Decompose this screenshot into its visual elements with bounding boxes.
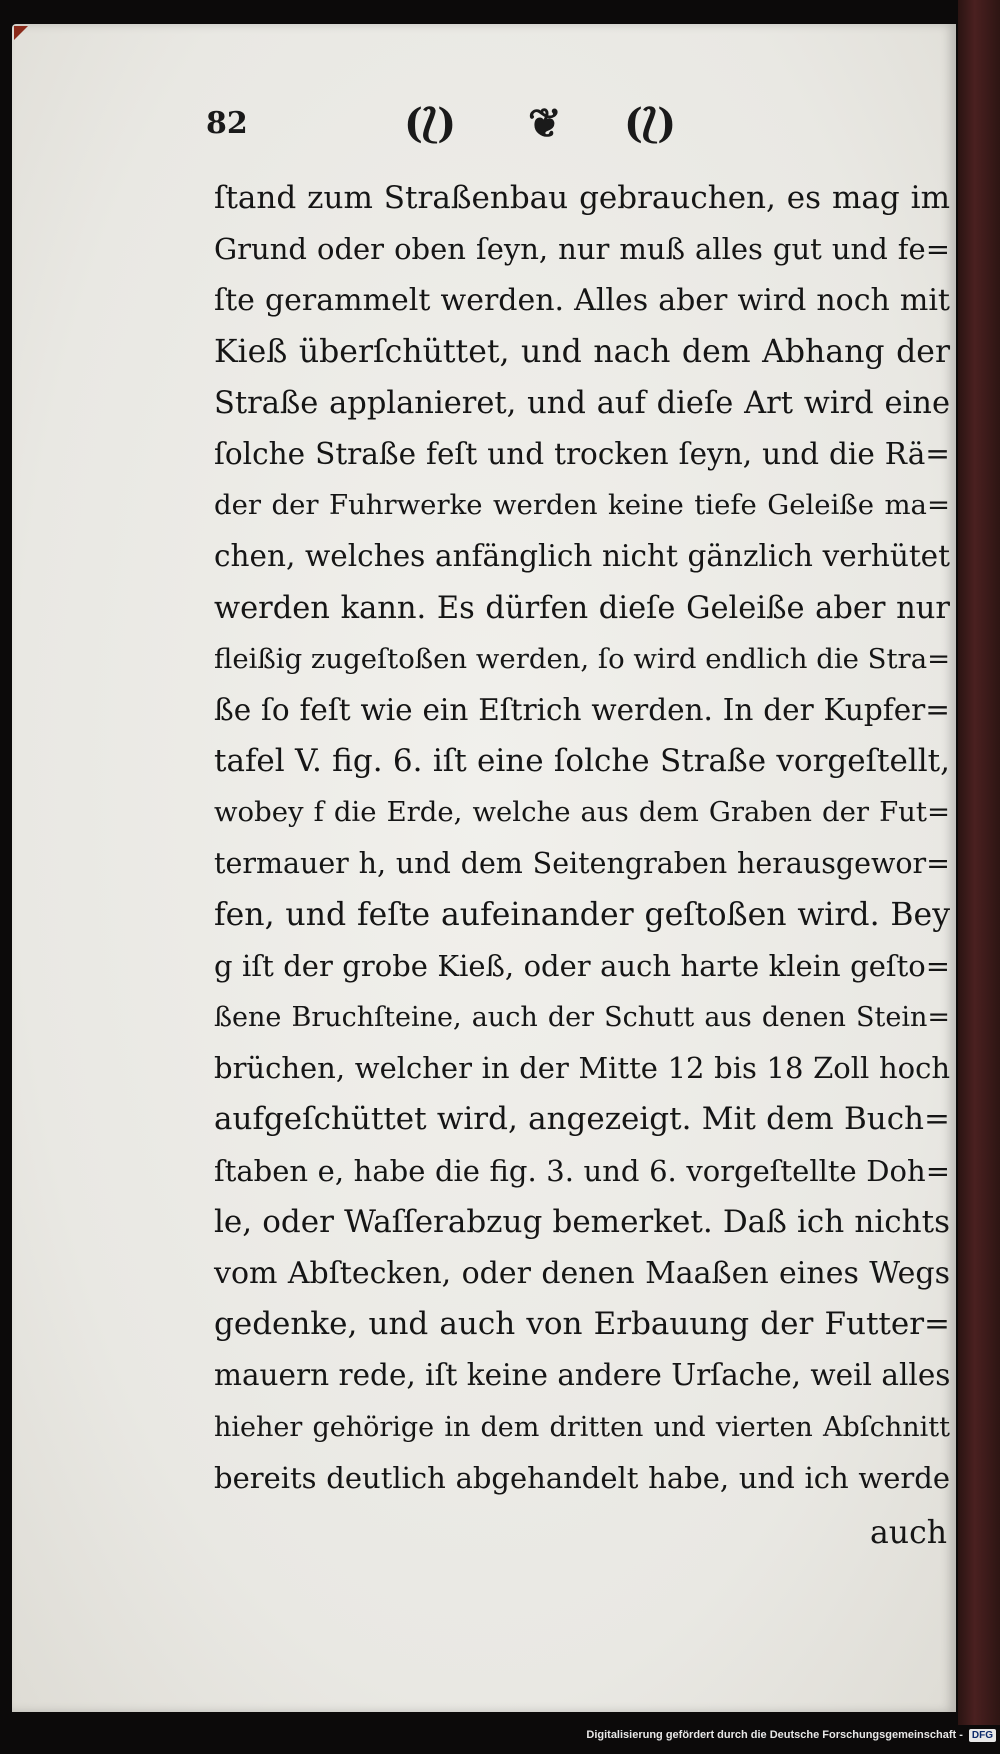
text-line: fleißig zugeſtoßen werden, ſo wird endlich die Stra= (214, 642, 951, 675)
book-cover-edge (958, 0, 1000, 1725)
running-head (206, 100, 726, 160)
text-line: der der Fuhrwerke werden keine tiefe Geleiße ma= (214, 489, 950, 522)
text-line: ſte gerammelt werden. Alles aber wird noch mit (214, 283, 950, 319)
text-line: werden kann. Es dürfen dieſe Geleiße aber nur (214, 590, 950, 626)
dfg-logo: DFG (969, 1729, 996, 1742)
text-line: ſtand zum Straßenbau gebrauchen, es mag im (214, 180, 950, 216)
text-line: le, oder Waſſerabzug bemerket. Daß ich nichts (214, 1203, 950, 1240)
text-line: fen, und feſte aufeinander geſtoßen wird. Bey (214, 896, 950, 933)
text-line: Straße applanieret, und auf dieſe Art wird eine (214, 385, 950, 421)
text-line: aufgeſchüttet wird, angezeigt. Mit dem Buch= (214, 1101, 950, 1138)
text-line: ßene Bruchſteine, auch der Schutt aus denen Stein= (214, 1002, 950, 1033)
digitization-credit (586, 1724, 996, 1746)
text-line: brüchen, welcher in der Mitte 12 bis 18 Zoll hoch (214, 1051, 950, 1086)
text-line: wobey f die Erde, welche aus dem Graben der Fut= (214, 796, 950, 829)
ornament-left: (⟅) (404, 100, 455, 147)
text-line: vom Abſtecken, oder denen Maaßen eines Wegs (214, 1255, 950, 1291)
text-line: Kieß überſchüttet, und nach dem Abhang der (214, 333, 950, 370)
credit-text: Digitalisierung gefördert durch die Deutsche Forschungsgemeinschaft - (586, 1729, 963, 1741)
text-line: chen, welches anfänglich nicht gänzlich verhütet (214, 539, 950, 574)
text-line: ſolche Straße feſt und trocken ſeyn, und die Rä= (214, 436, 950, 471)
text-line: bereits deutlich abgehandelt habe, und ich werde (214, 1460, 950, 1495)
text-line: g iſt der grobe Kieß, oder auch harte klein geſto= (214, 948, 950, 983)
page-corner-mark (14, 26, 28, 40)
page-number: 82 (206, 106, 248, 141)
text-line: gedenke, und auch von Erbauung der Futter= (214, 1306, 950, 1343)
ornament-middle: ❦ (528, 100, 560, 147)
ornament-right: (⟅) (624, 100, 675, 147)
text-line: termauer h, und dem Seitengraben herausgewor= (214, 847, 950, 881)
text-line: ße ſo feſt wie ein Eſtrich werden. In der Kupfer= (214, 692, 950, 727)
text-line: ſtaben e, habe die fig. 3. und 6. vorgeſtellte Doh= (214, 1153, 950, 1188)
text-line: hieher gehörige in dem dritten und vierten Abſchnitt (214, 1411, 950, 1443)
text-line: Grund oder oben ſeyn, nur muß alles gut und fe= (214, 232, 950, 267)
body-text (214, 173, 950, 1504)
text-line: tafel V. fig. 6. iſt eine ſolche Straße vorgeſtellt, (214, 743, 950, 780)
catchword: auch (870, 1515, 947, 1551)
text-line: mauern rede, iſt keine andere Urſache, weil alles (214, 1358, 951, 1393)
